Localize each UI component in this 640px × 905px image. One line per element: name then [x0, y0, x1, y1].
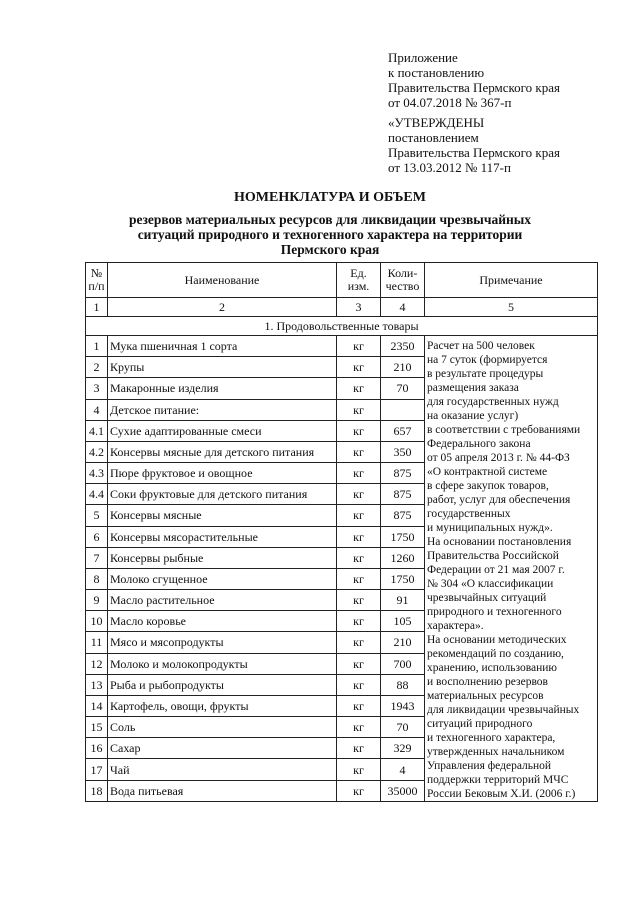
item-name: Рыба и рыбопродукты [108, 674, 337, 695]
item-quantity: 700 [381, 653, 425, 674]
item-unit: кг [337, 590, 381, 611]
row-number: 12 [86, 653, 108, 674]
item-quantity: 70 [381, 717, 425, 738]
row-number: 9 [86, 590, 108, 611]
column-number: 1 [86, 298, 108, 317]
item-unit: кг [337, 611, 381, 632]
row-number: 18 [86, 780, 108, 801]
column-number-row [86, 298, 598, 317]
column-number: 4 [381, 298, 425, 317]
column-number: 2 [108, 298, 337, 317]
row-number: 6 [86, 526, 108, 547]
appendix-line: к постановлению [388, 65, 485, 80]
approval-reference [388, 115, 628, 175]
row-number: 5 [86, 505, 108, 526]
item-quantity: 1943 [381, 695, 425, 716]
approval-line: «УТВЕРЖДЕНЫ [388, 115, 485, 130]
item-name: Консервы мясные [108, 505, 337, 526]
section-row [86, 317, 598, 336]
approval-line: Правительства Пермского края [388, 145, 560, 160]
item-unit: кг [337, 547, 381, 568]
item-quantity: 350 [381, 441, 425, 462]
row-number: 2 [86, 357, 108, 378]
row-number: 17 [86, 759, 108, 780]
column-number: 3 [337, 298, 381, 317]
subtitle-line: Пермского края [280, 242, 380, 257]
item-name: Картофель, овощи, фрукты [108, 695, 337, 716]
item-unit: кг [337, 653, 381, 674]
item-unit: кг [337, 463, 381, 484]
item-quantity: 875 [381, 463, 425, 484]
item-quantity [381, 399, 425, 420]
item-unit: кг [337, 632, 381, 653]
item-name: Масло коровье [108, 611, 337, 632]
item-name: Соки фруктовые для детского питания [108, 484, 337, 505]
item-unit: кг [337, 674, 381, 695]
item-unit: кг [337, 357, 381, 378]
note-cell: Расчет на 500 человек на 7 суток (формируется в результате процедуры размещения заказа для государственных нужд на оказание услуг) в соответствии с требованиями Федерального закона от 05 апреля 2013 г. № 44-ФЗ «О контрактной системе в сфере закупок товаров, работ, услуг для обеспечения государственных и муниципальных нужд». На основании постановления Правительства Российской Федерации от 21 мая 2007 г. № 304 «О классификации чрезвычайных ситуаций природного и техногенного характера». На основании методических рекомендаций по созданию, хранению, использованию и восполнению резервов материальных ресурсов для ликвидации чрезвычайных ситуаций природного и техногенного характера, утвержденных начальником Управления федеральной поддержки территорий МЧС России Бековым Х.И. (2006 г.) [425, 336, 598, 802]
appendix-line: Приложение [388, 50, 458, 65]
column-number: 5 [425, 298, 598, 317]
row-number: 3 [86, 378, 108, 399]
row-number: 13 [86, 674, 108, 695]
item-quantity: 1260 [381, 547, 425, 568]
item-name: Консервы рыбные [108, 547, 337, 568]
row-number: 14 [86, 695, 108, 716]
document-title: НОМЕНКЛАТУРА И ОБЪЕМ [234, 190, 426, 205]
item-unit: кг [337, 484, 381, 505]
appendix-line: Правительства Пермского края [388, 80, 560, 95]
document-subtitle [60, 212, 600, 257]
table-body [86, 298, 598, 802]
table-row [86, 336, 598, 357]
item-name: Пюре фруктовое и овощное [108, 463, 337, 484]
item-name: Крупы [108, 357, 337, 378]
item-name: Соль [108, 717, 337, 738]
header-num: № п/п [86, 263, 108, 298]
item-quantity: 657 [381, 420, 425, 441]
item-unit: кг [337, 717, 381, 738]
item-name: Сухие адаптированные смеси [108, 420, 337, 441]
item-unit: кг [337, 738, 381, 759]
item-name: Мясо и мясопродукты [108, 632, 337, 653]
item-name: Молоко и молокопродукты [108, 653, 337, 674]
row-number: 11 [86, 632, 108, 653]
item-unit: кг [337, 505, 381, 526]
item-unit: кг [337, 399, 381, 420]
item-quantity: 70 [381, 378, 425, 399]
item-unit: кг [337, 759, 381, 780]
item-unit: кг [337, 780, 381, 801]
table-header-row [86, 263, 598, 298]
item-name: Мука пшеничная 1 сорта [108, 336, 337, 357]
item-unit: кг [337, 695, 381, 716]
item-name: Масло растительное [108, 590, 337, 611]
header-qty: Коли-чество [381, 263, 425, 298]
subtitle-line: ситуаций природного и техногенного характера на территории [137, 227, 523, 242]
row-number: 4.2 [86, 441, 108, 462]
item-quantity: 1750 [381, 526, 425, 547]
item-name: Чай [108, 759, 337, 780]
item-unit: кг [337, 336, 381, 357]
item-quantity: 875 [381, 484, 425, 505]
row-number: 16 [86, 738, 108, 759]
item-quantity: 210 [381, 632, 425, 653]
item-quantity: 1750 [381, 568, 425, 589]
row-number: 15 [86, 717, 108, 738]
item-quantity: 210 [381, 357, 425, 378]
item-unit: кг [337, 526, 381, 547]
item-name: Консервы мясные для детского питания [108, 441, 337, 462]
row-number: 4.4 [86, 484, 108, 505]
header-unit: Ед. изм. [337, 263, 381, 298]
item-name: Детское питание: [108, 399, 337, 420]
item-name: Макаронные изделия [108, 378, 337, 399]
row-number: 4.3 [86, 463, 108, 484]
item-quantity: 35000 [381, 780, 425, 801]
item-name: Сахар [108, 738, 337, 759]
item-quantity: 105 [381, 611, 425, 632]
item-unit: кг [337, 441, 381, 462]
item-name: Молоко сгущенное [108, 568, 337, 589]
item-unit: кг [337, 420, 381, 441]
approval-line: от 13.03.2012 № 117-п [388, 160, 511, 175]
item-unit: кг [337, 568, 381, 589]
row-number: 10 [86, 611, 108, 632]
header-note: Примечание [425, 263, 598, 298]
header-name: Наименование [108, 263, 337, 298]
item-name: Консервы мясорастительные [108, 526, 337, 547]
appendix-reference [388, 50, 628, 110]
row-number: 8 [86, 568, 108, 589]
item-quantity: 875 [381, 505, 425, 526]
approval-line: постановлением [388, 130, 479, 145]
item-name: Вода питьевая [108, 780, 337, 801]
appendix-line: от 04.07.2018 № 367-п [388, 95, 512, 110]
item-unit: кг [337, 378, 381, 399]
subtitle-line: резервов материальных ресурсов для ликвидации чрезвычайных [128, 212, 532, 227]
row-number: 1 [86, 336, 108, 357]
item-quantity: 91 [381, 590, 425, 611]
row-number: 4.1 [86, 420, 108, 441]
item-quantity: 4 [381, 759, 425, 780]
section-title: 1. Продовольственные товары [86, 317, 598, 336]
item-quantity: 2350 [381, 336, 425, 357]
item-quantity: 329 [381, 738, 425, 759]
item-quantity: 88 [381, 674, 425, 695]
row-number: 4 [86, 399, 108, 420]
reserves-table [85, 262, 598, 802]
row-number: 7 [86, 547, 108, 568]
